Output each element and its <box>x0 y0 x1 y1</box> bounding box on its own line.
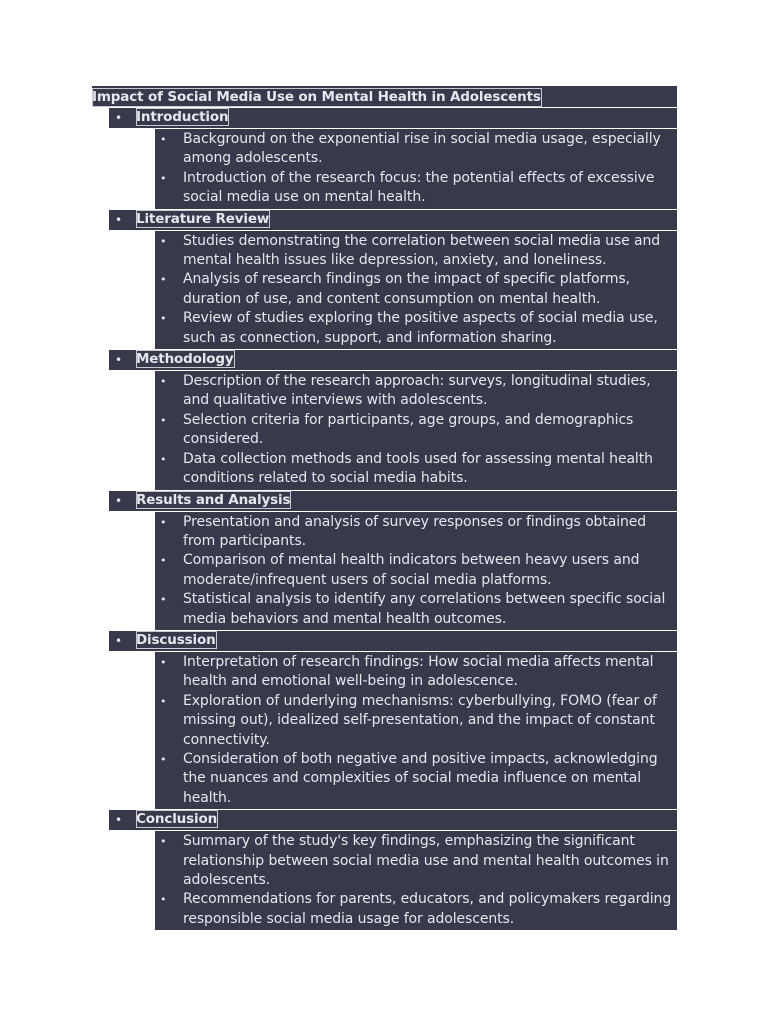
bullet-icon: • <box>160 273 167 287</box>
sub-list <box>155 831 677 930</box>
bullet-icon: • <box>160 133 167 146</box>
bullet-icon: • <box>160 375 167 389</box>
list-item <box>155 450 677 489</box>
sub-list <box>155 129 677 209</box>
list-item <box>155 551 677 590</box>
list-item-text: Interpretation of research findings: How social media affects mental health and emotional well-being in adolescence. <box>183 653 654 690</box>
outline <box>92 108 677 930</box>
list-item-text: Consideration of both negative and positive impacts, acknowledging the nuances and complexities of social media influence on mental health. <box>183 750 658 806</box>
list-item-text: Background on the exponential rise in social media usage, especially among adolescents. <box>183 131 661 167</box>
section <box>109 631 677 809</box>
list-item <box>155 130 677 169</box>
sub-list <box>155 231 677 349</box>
title-row <box>92 86 677 107</box>
list-item-text: Selection criteria for participants, age groups, and demographics considered. <box>183 411 634 448</box>
bullet-icon: • <box>160 752 167 766</box>
list-item-text: Introduction of the research focus: the potential effects of excessive social media use on mental health. <box>183 169 655 206</box>
section <box>109 350 677 489</box>
list-item <box>155 232 677 271</box>
bullet-icon: • <box>160 515 167 529</box>
bullet-icon: • <box>160 694 167 708</box>
section-heading-introduction: Introduction <box>136 109 229 125</box>
section <box>109 210 677 349</box>
list-item-text: Description of the research approach: surveys, longitudinal studies, and qualitative interviews with adolescents. <box>183 373 651 409</box>
bullet-icon: • <box>160 593 167 607</box>
list-item <box>155 890 677 929</box>
list-item <box>155 590 677 629</box>
section-heading-row <box>109 491 677 511</box>
list-item <box>155 750 677 808</box>
list-item <box>155 653 677 692</box>
document-title: Impact of Social Media Use on Mental Health in Adolescents <box>92 89 541 105</box>
list-item-text: Review of studies exploring the positive aspects of social media use, such as connection, support, and information sharing. <box>183 310 658 346</box>
list-item-text: Presentation and analysis of survey responses or findings obtained from participants. <box>183 513 647 549</box>
section-heading-discussion: Discussion <box>136 631 216 648</box>
list-item-text: Studies demonstrating the correlation between social media use and mental health issues like depression, anxiety, and loneliness. <box>183 232 661 269</box>
bullet-icon: • <box>160 893 167 907</box>
bullet-icon: • <box>160 554 167 568</box>
bullet-icon: • <box>115 111 123 125</box>
sub-list <box>155 512 677 630</box>
list-item <box>155 169 677 208</box>
bullet-icon: • <box>115 212 123 227</box>
list-item-text: Data collection methods and tools used for assessing mental health conditions related to social media habits. <box>183 450 653 487</box>
section <box>109 491 677 630</box>
section-heading-conclusion: Conclusion <box>136 811 218 828</box>
list-item <box>155 832 677 890</box>
list-item-text: Comparison of mental health indicators between heavy users and moderate/infrequent users of social media platforms. <box>183 552 640 588</box>
list-item <box>155 309 677 348</box>
section-heading-methodology: Methodology <box>136 351 234 368</box>
section-heading-literature-review: Literature Review <box>136 210 270 227</box>
sub-list <box>155 652 677 809</box>
section-heading-row <box>109 631 677 651</box>
bullet-icon: • <box>115 493 123 508</box>
bullet-icon: • <box>160 312 167 326</box>
list-item <box>155 513 677 552</box>
list-item-text: Summary of the study's key findings, emphasizing the significant relationship between social media use and mental health outcomes in adolescents. <box>183 833 669 888</box>
bullet-icon: • <box>115 633 123 648</box>
bullet-icon: • <box>160 452 167 466</box>
section <box>109 108 677 209</box>
list-item-text: Analysis of research findings on the impact of specific platforms, duration of use, and content consumption on mental health. <box>183 271 630 307</box>
section-heading-row <box>109 210 677 230</box>
list-item <box>155 270 677 309</box>
list-item <box>155 411 677 450</box>
bullet-icon: • <box>160 171 167 185</box>
list-item-text: Recommendations for parents, educators, and policymakers regarding responsible social media usage for adolescents. <box>183 891 672 927</box>
list-item <box>155 692 677 750</box>
bullet-icon: • <box>115 353 123 368</box>
bullet-icon: • <box>160 234 167 248</box>
bullet-icon: • <box>160 835 167 849</box>
list-item-text: Exploration of underlying mechanisms: cyberbullying, FOMO (fear of missing out), idealized self-presentation, and the impact of constant connectivity. <box>183 692 657 748</box>
list-item-text: Statistical analysis to identify any correlations between specific social media behaviors and mental health outcomes. <box>183 591 666 627</box>
section-heading-results-and-analysis: Results and Analysis <box>136 491 291 508</box>
bullet-icon: • <box>160 655 167 669</box>
document <box>92 86 677 930</box>
bullet-icon: • <box>160 413 167 427</box>
section-heading-row <box>109 108 677 128</box>
bullet-icon: • <box>115 813 123 828</box>
section <box>109 810 677 930</box>
section-heading-row <box>109 350 677 370</box>
sub-list <box>155 371 677 489</box>
section-heading-row <box>109 810 677 830</box>
list-item <box>155 372 677 411</box>
